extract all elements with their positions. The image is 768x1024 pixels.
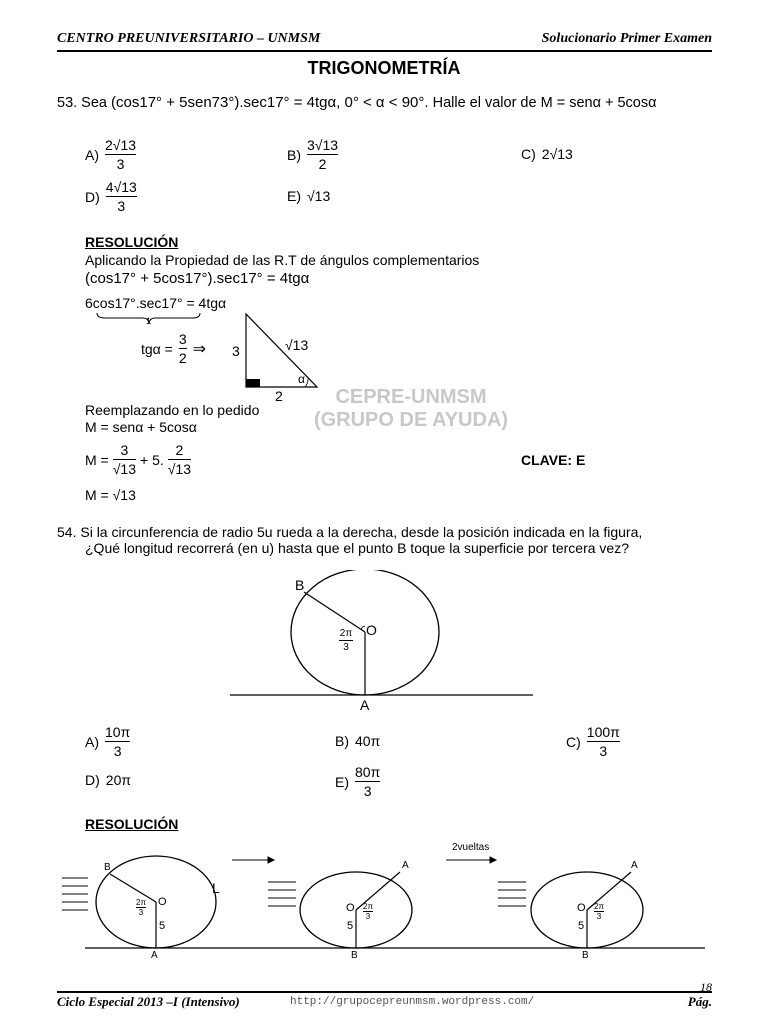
roll1-angle: 2π 3 bbox=[136, 898, 146, 917]
roll1-B: B bbox=[104, 862, 111, 873]
triangle-hypotenuse: √13 bbox=[285, 337, 309, 353]
watermark-line2: (GRUPO DE AYUDA) bbox=[313, 409, 509, 431]
q53-question: Halle el valor de M = senα + 5cosα bbox=[432, 95, 657, 111]
q53-option-c: C) 2√13 bbox=[521, 146, 573, 162]
header-rule bbox=[57, 50, 712, 52]
q54-option-a: A) $\frac{10\pi}{3}$ bbox=[85, 724, 131, 759]
triangle-side-3: 3 bbox=[232, 343, 240, 359]
roll3-five: 5 bbox=[578, 920, 585, 932]
header-left: CENTRO PREUNIVERSITARIO – UNMSM bbox=[57, 31, 321, 46]
page-number: 18 bbox=[700, 980, 712, 994]
section-title: TRIGONOMETRÍA bbox=[307, 58, 461, 78]
footer-left: Ciclo Especial 2013 –I (Intensivo) bbox=[57, 994, 240, 1009]
roll2-five: 5 bbox=[347, 920, 354, 932]
triangle-angle-alpha: α bbox=[298, 372, 305, 386]
roll2-B: B bbox=[351, 950, 358, 961]
fig-label-A: A bbox=[360, 697, 370, 713]
roll3-angle: 2π 3 bbox=[594, 902, 604, 921]
footer-rule bbox=[57, 991, 712, 993]
q53-res-line1: Aplicando la Propiedad de las R.T de ángulos complementarios bbox=[85, 252, 480, 268]
q54-line1: 54. Si la circunferencia de radio 5u rueda a la derecha, desde la posición indicada en la figura, bbox=[57, 524, 643, 540]
q53-res-line2: (cos17° + 5cos17°).sec17° = 4tgα bbox=[85, 270, 310, 287]
roll1-five: 5 bbox=[159, 920, 166, 932]
q53-option-e: E) √13 bbox=[287, 188, 331, 204]
q54-circle-figure bbox=[228, 570, 538, 720]
roll2-angle: 2π 3 bbox=[363, 902, 373, 921]
fig-angle-fraction: 2π 3 bbox=[339, 628, 353, 653]
q54-option-d: D) 20π bbox=[85, 772, 132, 788]
m-equation: M = $\frac{3}{√13}$ + 5. $\frac{2}{√13}$ bbox=[85, 442, 192, 477]
fig-label-O: O bbox=[366, 622, 377, 638]
q54-option-e: E) $\frac{80\pi}{3}$ bbox=[335, 764, 381, 799]
q53-statement bbox=[57, 94, 657, 111]
q53-option-a: A) $\frac{2√13}{3}$ bbox=[85, 137, 137, 172]
q54-resolution-label: RESOLUCIÓN bbox=[85, 816, 179, 832]
q54-option-c: C) $\frac{100\pi}{3}$ bbox=[566, 724, 620, 759]
header-right: Solucionario Primer Examen bbox=[541, 31, 712, 46]
q54-line2: ¿Qué longitud recorrerá (en u) hasta que el punto B toque la superficie por tercera vez? bbox=[85, 540, 629, 556]
roll1-L: L bbox=[212, 880, 220, 896]
roll1-A: A bbox=[151, 950, 158, 961]
roll3-O: O bbox=[577, 902, 586, 914]
footer-page-label: Pág. bbox=[687, 994, 712, 1009]
triangle-base: 2 bbox=[275, 388, 283, 404]
q54-option-b: B) 40π bbox=[335, 733, 381, 749]
q53-number: 53. Sea bbox=[57, 95, 107, 111]
replace-text: Reemplazando en lo pedido bbox=[85, 402, 260, 418]
roll2-A: A bbox=[402, 860, 409, 871]
m-result: M = √13 bbox=[85, 487, 136, 503]
tg-equation: tgα = $\frac{3}{2}$ ⇒ bbox=[141, 331, 207, 366]
roll1-O: O bbox=[158, 896, 167, 908]
q53-res-line3: 6cos17°.sec17° = 4tgα bbox=[85, 295, 227, 311]
q53-option-b: B) $\frac{3√13}{2}$ bbox=[287, 137, 339, 172]
fig-label-B: B bbox=[295, 577, 305, 593]
clave: CLAVE: E bbox=[521, 452, 586, 468]
roll2-O: O bbox=[346, 902, 355, 914]
m-definition: M = senα + 5cosα bbox=[85, 419, 197, 435]
roll3-A: A bbox=[631, 860, 638, 871]
roll3-B: B bbox=[582, 950, 589, 961]
q53-equation: (cos17° + 5sen73°).sec17° = 4tgα, 0° < α < 90°. bbox=[111, 94, 429, 111]
underbrace-value: 1 bbox=[146, 316, 152, 326]
two-turns-label: 2vueltas bbox=[452, 842, 490, 853]
footer-url[interactable]: http://grupocepreunmsm.wordpress.com/ bbox=[290, 996, 535, 1008]
watermark-line1: CEPRE-UNMSM bbox=[335, 386, 487, 408]
q53-resolution-label: RESOLUCIÓN bbox=[85, 234, 179, 250]
q53-option-d: D) $\frac{4√13}{3}$ bbox=[85, 179, 137, 214]
watermark bbox=[296, 386, 526, 432]
